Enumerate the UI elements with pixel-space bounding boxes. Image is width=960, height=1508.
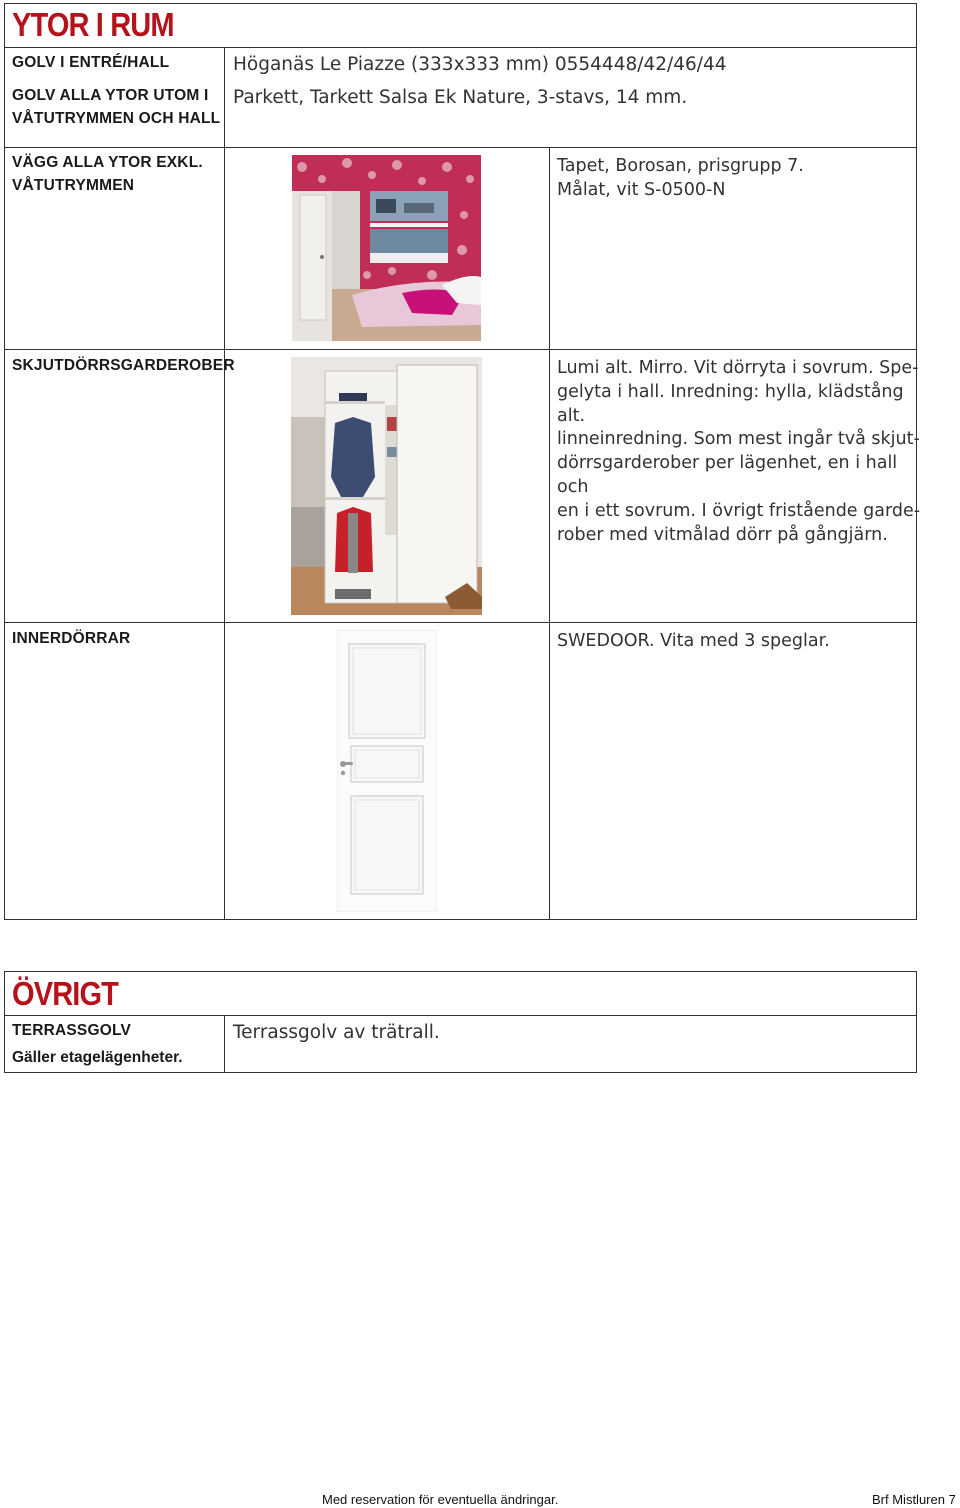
row-label-innerdorrar: INNERDÖRRAR bbox=[12, 630, 131, 647]
row-value-golv-alla: Parkett, Tarkett Salsa Ek Nature, 3-stavs, 14 mm. bbox=[233, 87, 688, 108]
label-line: VÅTUTRYMMEN OCH HALL bbox=[12, 110, 221, 127]
footer-note: Med reservation för eventuella ändringar. bbox=[322, 1492, 559, 1507]
desc-line: linneinredning. Som mest ingår två skjut- bbox=[557, 429, 920, 450]
label-line: GOLV ALLA YTOR UTOM I bbox=[12, 87, 209, 104]
row-value-terrassgolv: Terrassgolv av trätrall. bbox=[233, 1022, 440, 1043]
desc-line: gelyta i hall. Inredning: hylla, klädstång alt. bbox=[557, 381, 904, 426]
bedroom-wallpaper-photo bbox=[292, 155, 481, 341]
footer-page: Brf Mistluren 7 bbox=[872, 1492, 956, 1507]
interior-door-photo bbox=[337, 630, 437, 912]
row-label-garderober: SKJUTDÖRRSGARDEROBER bbox=[12, 357, 235, 374]
column-divider bbox=[224, 1015, 225, 1072]
row-desc-garderober bbox=[557, 357, 922, 547]
desc-line: Tapet, Borosan, prisgrupp 7. bbox=[557, 156, 804, 176]
label-line: VÄGG ALLA YTOR EXKL. bbox=[12, 154, 203, 171]
desc-line: Lumi alt. Mirro. Vit dörryta i sovrum. Spe- bbox=[557, 358, 919, 378]
row-desc-innerdorrar: SWEDOOR. Vita med 3 speglar. bbox=[557, 631, 830, 651]
sliding-wardrobe-photo bbox=[291, 357, 482, 615]
row-desc-vagg bbox=[557, 155, 922, 203]
desc-line: en i ett sovrum. I övrigt fristående garde- bbox=[557, 500, 921, 521]
divider bbox=[4, 47, 917, 48]
divider bbox=[4, 1015, 917, 1016]
desc-line: rober med vitmålad dörr på gångjärn. bbox=[557, 524, 888, 545]
divider bbox=[4, 147, 917, 148]
row-sublabel-etage: Gäller etagelägenheter. bbox=[12, 1049, 183, 1066]
label-line: VÅTUTRYMMEN bbox=[12, 177, 135, 194]
row-label-vagg bbox=[12, 151, 203, 197]
row-label-terrassgolv: TERRASSGOLV bbox=[12, 1022, 132, 1039]
row-label-golv-alla bbox=[12, 84, 220, 130]
divider bbox=[4, 349, 917, 350]
column-divider bbox=[224, 47, 225, 919]
desc-line: dörrsgarderober per lägenhet, en i hall och bbox=[557, 453, 898, 497]
column-divider bbox=[549, 147, 550, 919]
divider bbox=[4, 622, 917, 623]
row-value-golv-entre: Höganäs Le Piazze (333x333 mm) 0554448/42/46/44 bbox=[233, 54, 727, 75]
desc-line: Målat, vit S-0500-N bbox=[557, 179, 726, 200]
section-title-ytor: YTOR I RUM bbox=[12, 6, 174, 43]
row-label-golv-entre: GOLV I ENTRÉ/HALL bbox=[12, 54, 170, 71]
section-title-ovrigt: ÖVRIGT bbox=[12, 975, 119, 1012]
